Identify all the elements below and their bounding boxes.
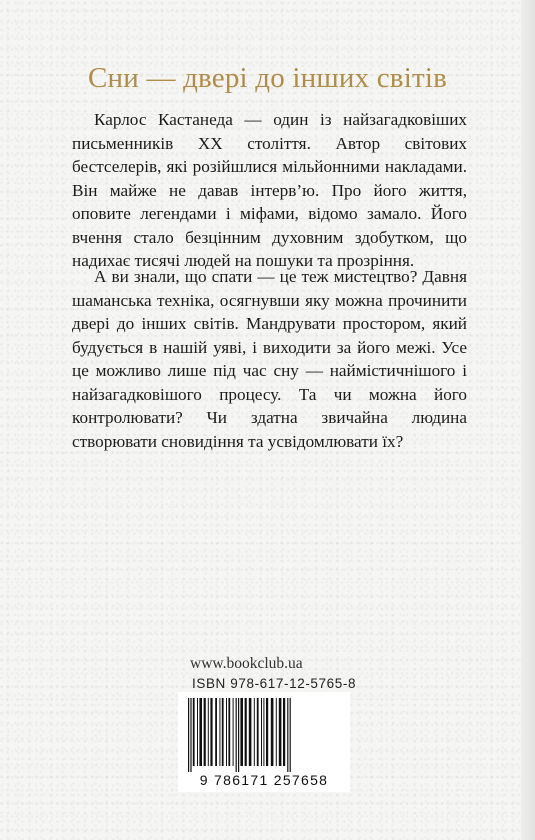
barcode-bar	[271, 698, 274, 766]
barcode-bar	[226, 698, 227, 766]
barcode-bar	[204, 698, 206, 766]
book-title: Сни — двері до інших світів	[88, 62, 447, 94]
barcode-digits: 9 786171 257658	[199, 772, 329, 788]
spine-edge	[521, 0, 535, 840]
barcode-bar	[233, 698, 234, 766]
barcode-bar	[279, 698, 282, 766]
barcode-bar	[283, 698, 285, 766]
barcode-bar	[228, 698, 230, 766]
barcode-bar	[219, 698, 220, 766]
barcode-bar	[261, 698, 262, 766]
barcode-bar	[197, 698, 198, 766]
description-paragraph-2: А ви знали, що спати — це теж мистецтво? Давня шаманська техніка, осягнувши яку можна прочинити двері до інших світів. Мандрувати простором, який будується в нашій уяві, і виходити за його межі. Усе це можливо лише під час сну — наймістичнішого і найзагадковішого процесу. Та чи можна його контролювати? Чи здатна звичайна людина створювати сновидіння та усвідомлювати їх?	[72, 267, 467, 451]
barcode-bar	[240, 698, 243, 766]
barcode-bar	[210, 698, 212, 766]
isbn-number: ISBN 978-617-12-5765-8	[192, 676, 357, 691]
barcode-bar	[276, 698, 277, 766]
barcode-bar	[190, 698, 191, 772]
barcode-bar	[222, 698, 224, 766]
barcode-bar	[290, 698, 291, 772]
barcode-bar	[245, 698, 247, 766]
barcode-bar	[287, 698, 288, 772]
barcode-bar	[249, 698, 252, 766]
barcode-bar	[254, 698, 255, 766]
barcode-bar	[193, 698, 195, 766]
barcode-bar	[236, 698, 237, 772]
barcode-bar	[257, 698, 259, 766]
barcode-bar	[199, 698, 202, 766]
barcode	[178, 692, 350, 792]
barcode-bar	[188, 698, 189, 772]
barcode-bar	[266, 698, 268, 766]
barcode-bars	[186, 698, 342, 772]
publisher-website: www.bookclub.ua	[190, 655, 303, 672]
barcode-bar	[208, 698, 209, 766]
barcode-bar	[263, 698, 264, 766]
description-paragraph-1: Карлос Кастанеда — один із найзагадковіших письменників XX століття. Автор світових бестселерів, які розійшлися мільйонними накладами. Він майже не давав інтерв’ю. Про його життя, оповите легендами і міфами, відомо замало. Його вчення стало безцінним духовним здобутком, що надихає тисячі людей на пошуки та прозріння.	[72, 110, 467, 270]
barcode-bar	[215, 698, 217, 766]
barcode-bar	[238, 698, 239, 772]
